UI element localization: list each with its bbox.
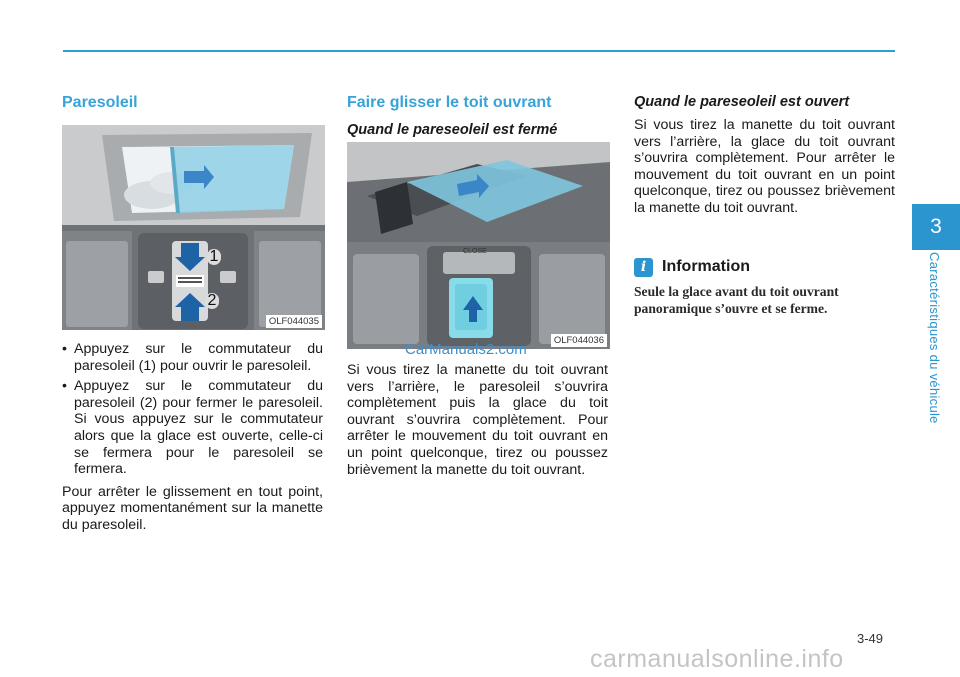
info-icon: i [634,258,653,277]
col1-text [62,341,323,534]
page-number: 3-49 [857,631,884,646]
bullet-item: • Appuyez sur le commutateur du paresoleil (2) pour fermer le paresoleil. Si vous appuyez sur le commutateur alors que la glace est ouverte, celle-ci se fermera pour le paresoleil se fermera. [62,378,323,478]
figure-caption-olf044036: OLF044036 [551,334,607,347]
chapter-title: Caractéristiques du véhicule [927,252,942,424]
bullet-list [62,341,323,478]
subheading-ferme: Quand le pareseoleil est fermé [347,122,558,138]
col1-paragraph: Pour arrêter le glissement en tout point, appuyez momentanément sur la manette du paresoleil. [62,483,323,533]
figure-sunroof-slide [347,142,610,349]
heading-faire-glisser: Faire glisser le toit ouvrant [347,94,552,111]
subheading-ouvert: Quand le pareseoleil est ouvert [634,94,850,110]
heading-paresoleil: Paresoleil [62,94,138,111]
sunroof-illustration [347,142,610,349]
figure-caption-olf044035: OLF044035 [266,315,322,328]
bullet-item: • Appuyez sur le commutateur du paresoleil (1) pour ouvrir le paresoleil. [62,341,323,374]
figure-sunshade-controls [62,125,325,330]
sunshade-illustration [62,125,325,330]
label-close: CLOSE [463,248,487,255]
info-body: Seule la glace avant du toit ouvrant panoramique s’ouvre et se ferme. [634,284,839,316]
carmanuals2-watermark: CarManuals2.com [405,341,527,358]
col2-paragraph: Si vous tirez la manette du toit ouvrant vers l’arrière, le paresoleil s’ouvrira complètement puis la glace du toit ouvrant s’ouvrira complètement. Pour arrêter le mouvement du toit ouvrant en un point quelconque, tirez ou poussez brièvement la manette du toit ouvrant. [347,362,608,478]
footer-watermark: carmanualsonline.info [590,645,844,673]
label-2: 2 [205,293,219,309]
chapter-number-tab: 3 [912,204,960,250]
label-1: 1 [207,249,221,265]
col3-paragraph: Si vous tirez la manette du toit ouvrant vers l’arrière, la glace du toit ouvrant s’ouvrira complètement. Pour arrêter le mouvement du toit ouvrant en un point quelconque, tirez ou poussez brièvement la manette du toit ouvrant. [634,117,895,216]
info-title: Information [662,258,750,275]
top-rule [63,50,895,52]
